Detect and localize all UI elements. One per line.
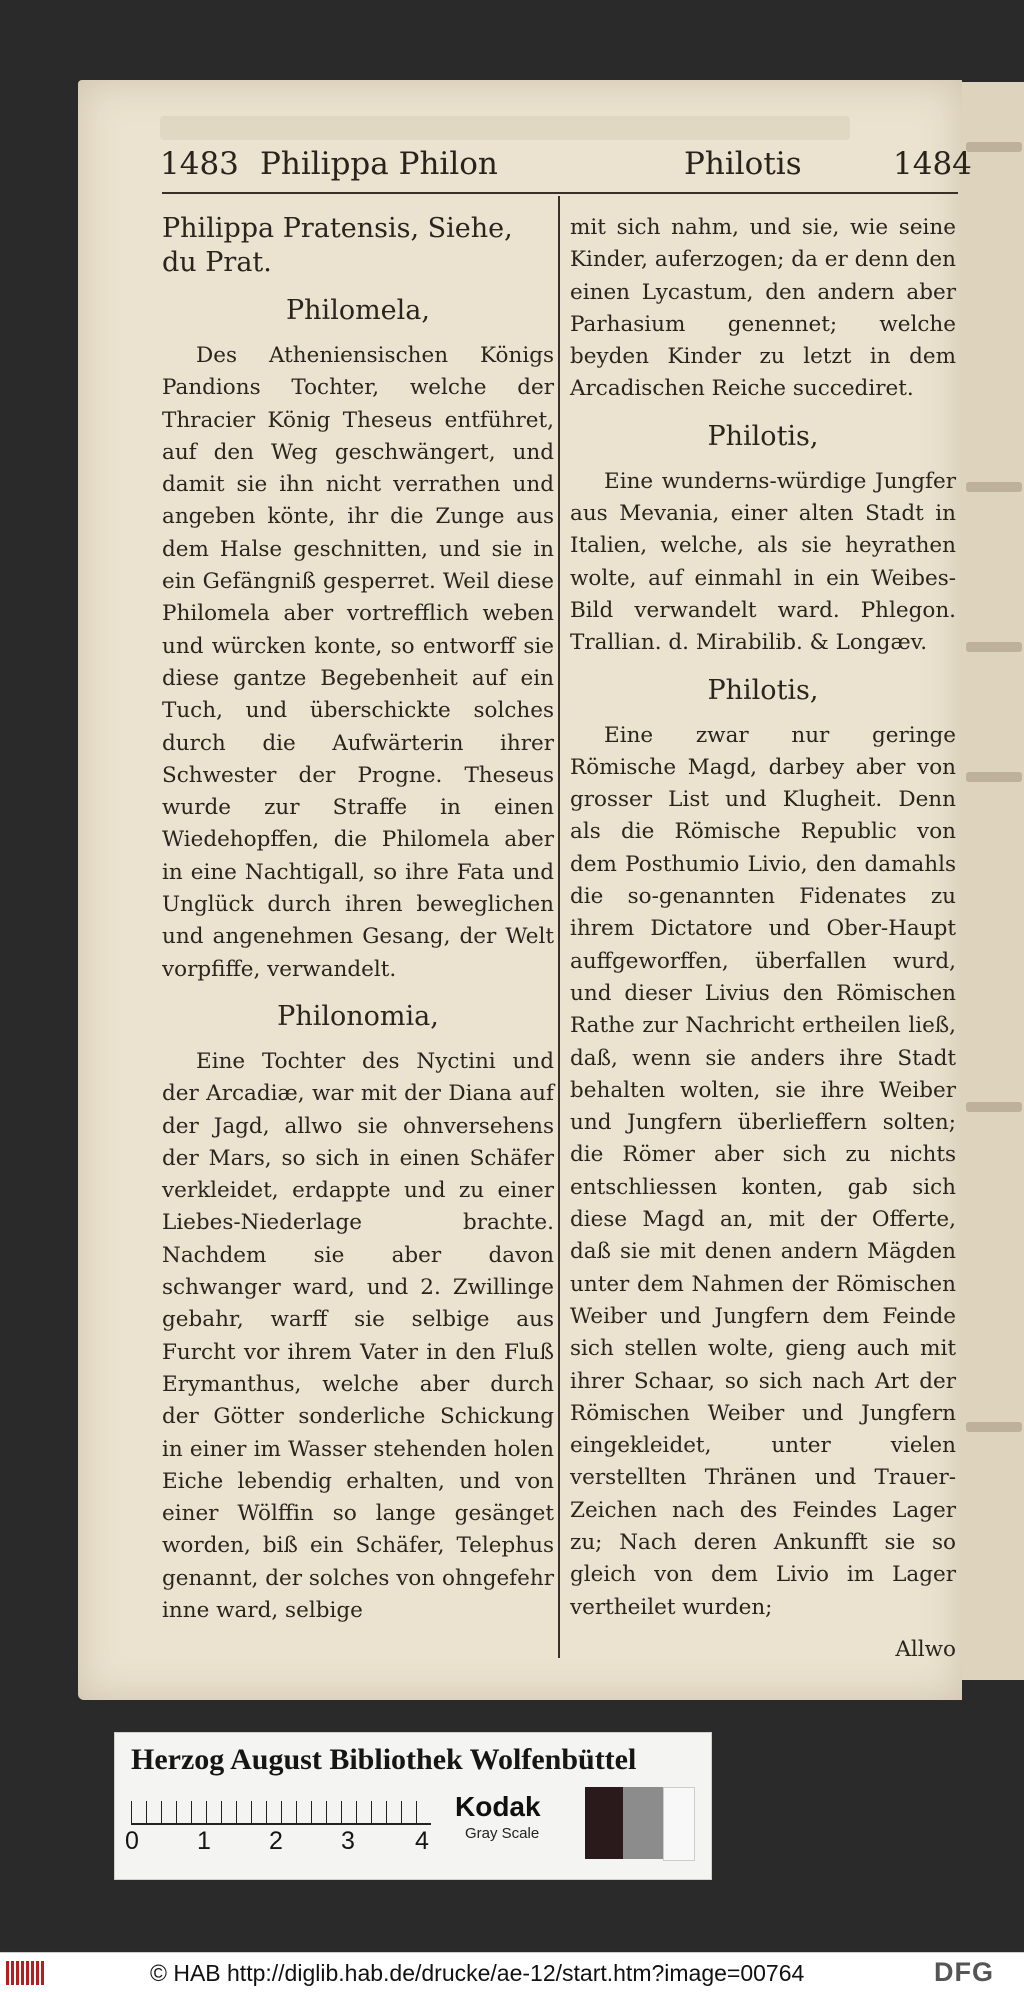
adjacent-page-edge <box>958 82 1024 1680</box>
swatch-dark <box>585 1787 623 1859</box>
ruler-label: 1 <box>197 1827 211 1855</box>
catchword: Allwo <box>895 1636 956 1662</box>
header-rule <box>162 192 958 194</box>
ruler-label: 2 <box>269 1827 283 1855</box>
kodak-brand: Kodak <box>455 1791 541 1822</box>
column-divider <box>558 196 560 1658</box>
dfg-logo: DFG <box>934 1957 994 1987</box>
bleed-through-text <box>160 116 850 140</box>
entry-heading-philotis-2: Philotis, <box>707 674 819 706</box>
copyright-url[interactable]: © HAB http://diglib.hab.de/drucke/ae-12/start.htm?image=00764 <box>150 1960 805 1986</box>
color-calibration-card <box>114 1732 712 1880</box>
entry-body-philotis-2: Eine zwar nur geringe Römische Magd, darbey aber von grosser List und Klugheit. Denn als die Römische Republic von dem Posthumio Livio, den damahls die so-genannten Fidenates zu ihrem Dictatore und Ober-Haupt auffgeworffen, überfallen wurd, und dieser Livius den Römischen Rathe zur Nachricht ertheilen ließ, daß, wenn sie anders ihre Stadt behalten wolten, sie ihre Weiber und Jungfern überlieffern solten; die Römer aber sich zu nichts entschliessen konten, gab sich diese Magd an, mit der Offerte, daß sie mit denen andern Mägden unter dem Nahmen der Römischen Weiber und Jungfern dem Feinde sich stellen wolte, gieng auch mit ihrer Schaar, so sich nach Art der Römischen Weiber und Jungfern eingekleidet, unter vielen verstellten Thränen und Trauer-Zeichen nach des Feindes Lager zu; Nach deren Ankunfft sie so gleich von dem Livio im Lager vertheilet wurden; <box>570 722 956 1620</box>
entry-heading-philippa: Philippa Pratensis, Siehe, du Prat. <box>162 213 513 278</box>
running-header <box>160 146 972 192</box>
right-running-title: Philotis <box>684 146 802 182</box>
gray-scale-label: Gray Scale <box>465 1825 540 1842</box>
library-name: Herzog August Bibliothek Wolfenbüttel <box>131 1743 637 1776</box>
right-column <box>570 212 956 1666</box>
entry-heading-philotis-1: Philotis, <box>707 420 819 452</box>
hab-logo-icon <box>6 1961 44 1985</box>
entry-heading-philomela: Philomela, <box>286 295 430 326</box>
right-page-number: 1484 <box>893 146 972 182</box>
ruler-labels <box>125 1827 445 1861</box>
entry-heading-philonomia: Philonomia, <box>277 1000 439 1032</box>
entry-continuation: mit sich nahm, und sie, wie seine Kinder, auferzogen; da er denn den einen Lycastum, den andern aber Parhasium genennet; welche beyden Kinder zu letzt in dem Arcadischen Reiche succediret. <box>570 215 956 402</box>
ruler-label: 3 <box>341 1827 355 1855</box>
left-running-title: Philippa Philon <box>260 146 498 182</box>
left-page-number: 1483 <box>160 146 239 182</box>
left-column <box>162 212 554 1637</box>
entry-body-philomela: Des Atheniensischen Königs Pandions Tochter, welche der Thracier König Theseus entführet, auf den Weg geschwängert, und damit sie ihn nicht verrathen und angeben könte, ihr die Zunge aus dem Halse geschnitten, und sie in ein Gefängniß gesperret. Weil diese Philomela aber vortrefflich weben und würcken konte, so entworff sie diese gantze Begebenheit auf ein Tuch, und überschickte solches durch die Aufwärterin ihrer Schwester der Progne. Theseus wurde zur Straffe in einen Wiedehopffen, die Philomela aber in eine Nachtigall, so ihre Fata und Unglück durch ihren beweglichen und angenehmen Gesang, der Welt vorpfiffe, verwandelt. <box>162 343 554 982</box>
entry-body-philonomia: Eine Tochter des Nyctini und der Arcadiæ, war mit der Diana auf der Jagd, allwo sie ohnversehens der Mars, so sich in einen Schäfer verkleidet, erdappte und zu einer Liebes-Niederlage brachte. Nachdem sie aber davon schwanger ward, und 2. Zwillinge gebahr, warff sie selbige aus Furcht vor ihrem Vater in den Fluß Erymanthus, welche aber durch der Götter sonderliche Schickung in einer im Wasser stehenden holen Eiche lebendig erhalten, und von einer Wölffin so lange gesänget worden, biß ein Schäfer, Telephus genannt, der solches von ohngefehr inne ward, selbige <box>162 1048 554 1623</box>
swatch-white <box>663 1787 695 1861</box>
swatch-gray <box>623 1787 663 1859</box>
measurement-ruler <box>131 1789 431 1825</box>
ruler-label: 4 <box>415 1827 429 1855</box>
footer-bar <box>0 1952 1024 1992</box>
ruler-label: 0 <box>125 1827 139 1855</box>
entry-body-philotis-1: Eine wunderns-würdige Jungfer aus Mevania, einer alten Stadt in Italien, welche, als sie heyrathen wolte, auf einmahl in ein Weibes-Bild verwandelt ward. Phlegon. Trallian. d. Mirabilib. & Longæv. <box>570 468 956 656</box>
